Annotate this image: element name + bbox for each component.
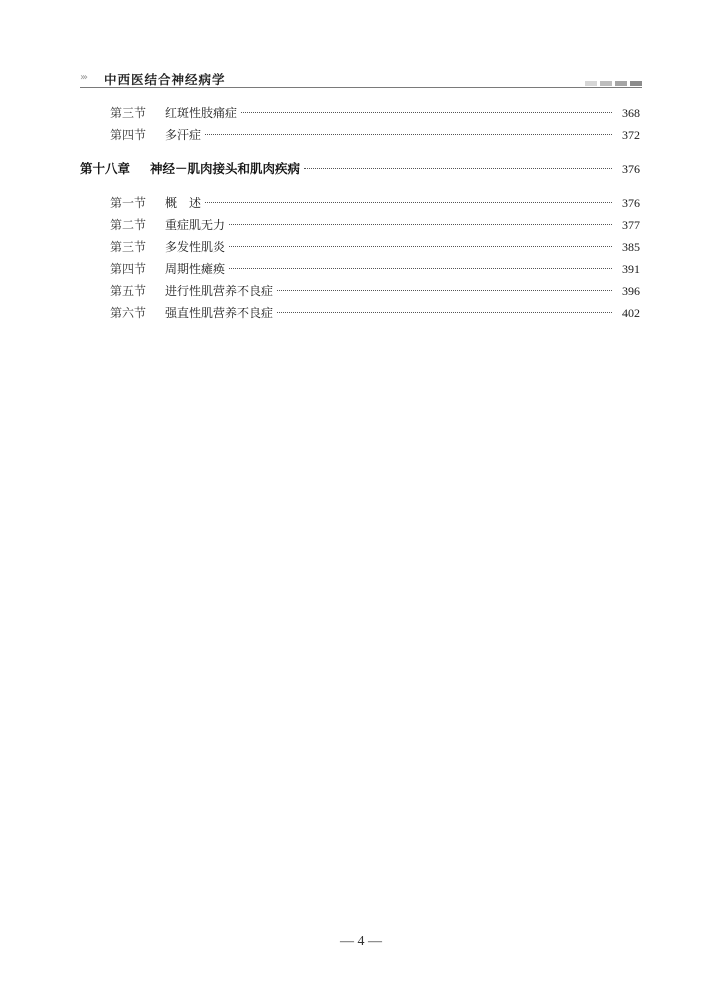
page-number: 396 xyxy=(622,284,640,298)
running-header xyxy=(80,70,642,88)
section-number: 第一节 xyxy=(110,196,147,210)
dot-leader xyxy=(205,134,612,135)
section-title: 进行性肌营养不良症 xyxy=(165,284,274,298)
section-number: 第四节 xyxy=(110,262,147,276)
section-title: 强直性肌营养不良症 xyxy=(165,306,274,320)
header-block xyxy=(630,81,642,86)
dot-leader xyxy=(229,224,612,225)
dot-leader xyxy=(277,290,612,291)
page-number: 385 xyxy=(622,240,640,254)
page-number: 391 xyxy=(622,262,640,276)
chapter-number: 第十八章 xyxy=(80,161,131,176)
section-title: 多发性肌炎 xyxy=(165,240,226,254)
header-block xyxy=(585,81,597,86)
toc-entry[interactable] xyxy=(80,280,640,302)
header-block xyxy=(600,81,612,86)
section-title: 周期性瘫痪 xyxy=(165,262,226,276)
dot-leader xyxy=(277,312,612,313)
section-number: 第六节 xyxy=(110,306,147,320)
section-number: 第五节 xyxy=(110,284,147,298)
dot-leader xyxy=(304,168,612,169)
page-number: 372 xyxy=(622,128,640,142)
toc-entry[interactable] xyxy=(80,192,640,214)
section-number: 第三节 xyxy=(110,106,147,120)
dot-leader xyxy=(241,112,612,113)
header-decoration xyxy=(585,81,642,86)
toc-entry[interactable] xyxy=(80,258,640,280)
section-number: 第四节 xyxy=(110,128,147,142)
section-title: 多汗症 xyxy=(165,128,202,142)
section-title: 重症肌无力 xyxy=(165,218,226,232)
toc-entry[interactable] xyxy=(80,214,640,236)
header-rule xyxy=(80,87,642,88)
page-number: 377 xyxy=(622,218,640,232)
toc-entry[interactable] xyxy=(80,124,640,146)
toc-entry[interactable] xyxy=(80,302,640,324)
header-book-title: 中西医结合神经病学 xyxy=(104,72,226,87)
section-number: 第二节 xyxy=(110,218,147,232)
toc-entry[interactable] xyxy=(80,102,640,124)
chevron-right-icon: ››› xyxy=(80,72,86,83)
toc-entry[interactable] xyxy=(80,236,640,258)
section-number: 第三节 xyxy=(110,240,147,254)
page-folio: — 4 — xyxy=(340,934,382,949)
table-of-contents xyxy=(80,102,640,324)
header-block xyxy=(615,81,627,86)
dot-leader xyxy=(229,246,612,247)
toc-chapter-entry[interactable] xyxy=(80,158,640,180)
page-number: 376 xyxy=(622,162,640,176)
dot-leader xyxy=(229,268,612,269)
section-title: 概 述 xyxy=(165,196,202,210)
section-title: 红斑性肢痛症 xyxy=(165,106,238,120)
page-number: 402 xyxy=(622,306,640,320)
page-number: 376 xyxy=(622,196,640,210)
chapter-title: 神经－肌肉接头和肌肉疾病 xyxy=(150,161,301,176)
dot-leader xyxy=(205,202,612,203)
page-number: 368 xyxy=(622,106,640,120)
